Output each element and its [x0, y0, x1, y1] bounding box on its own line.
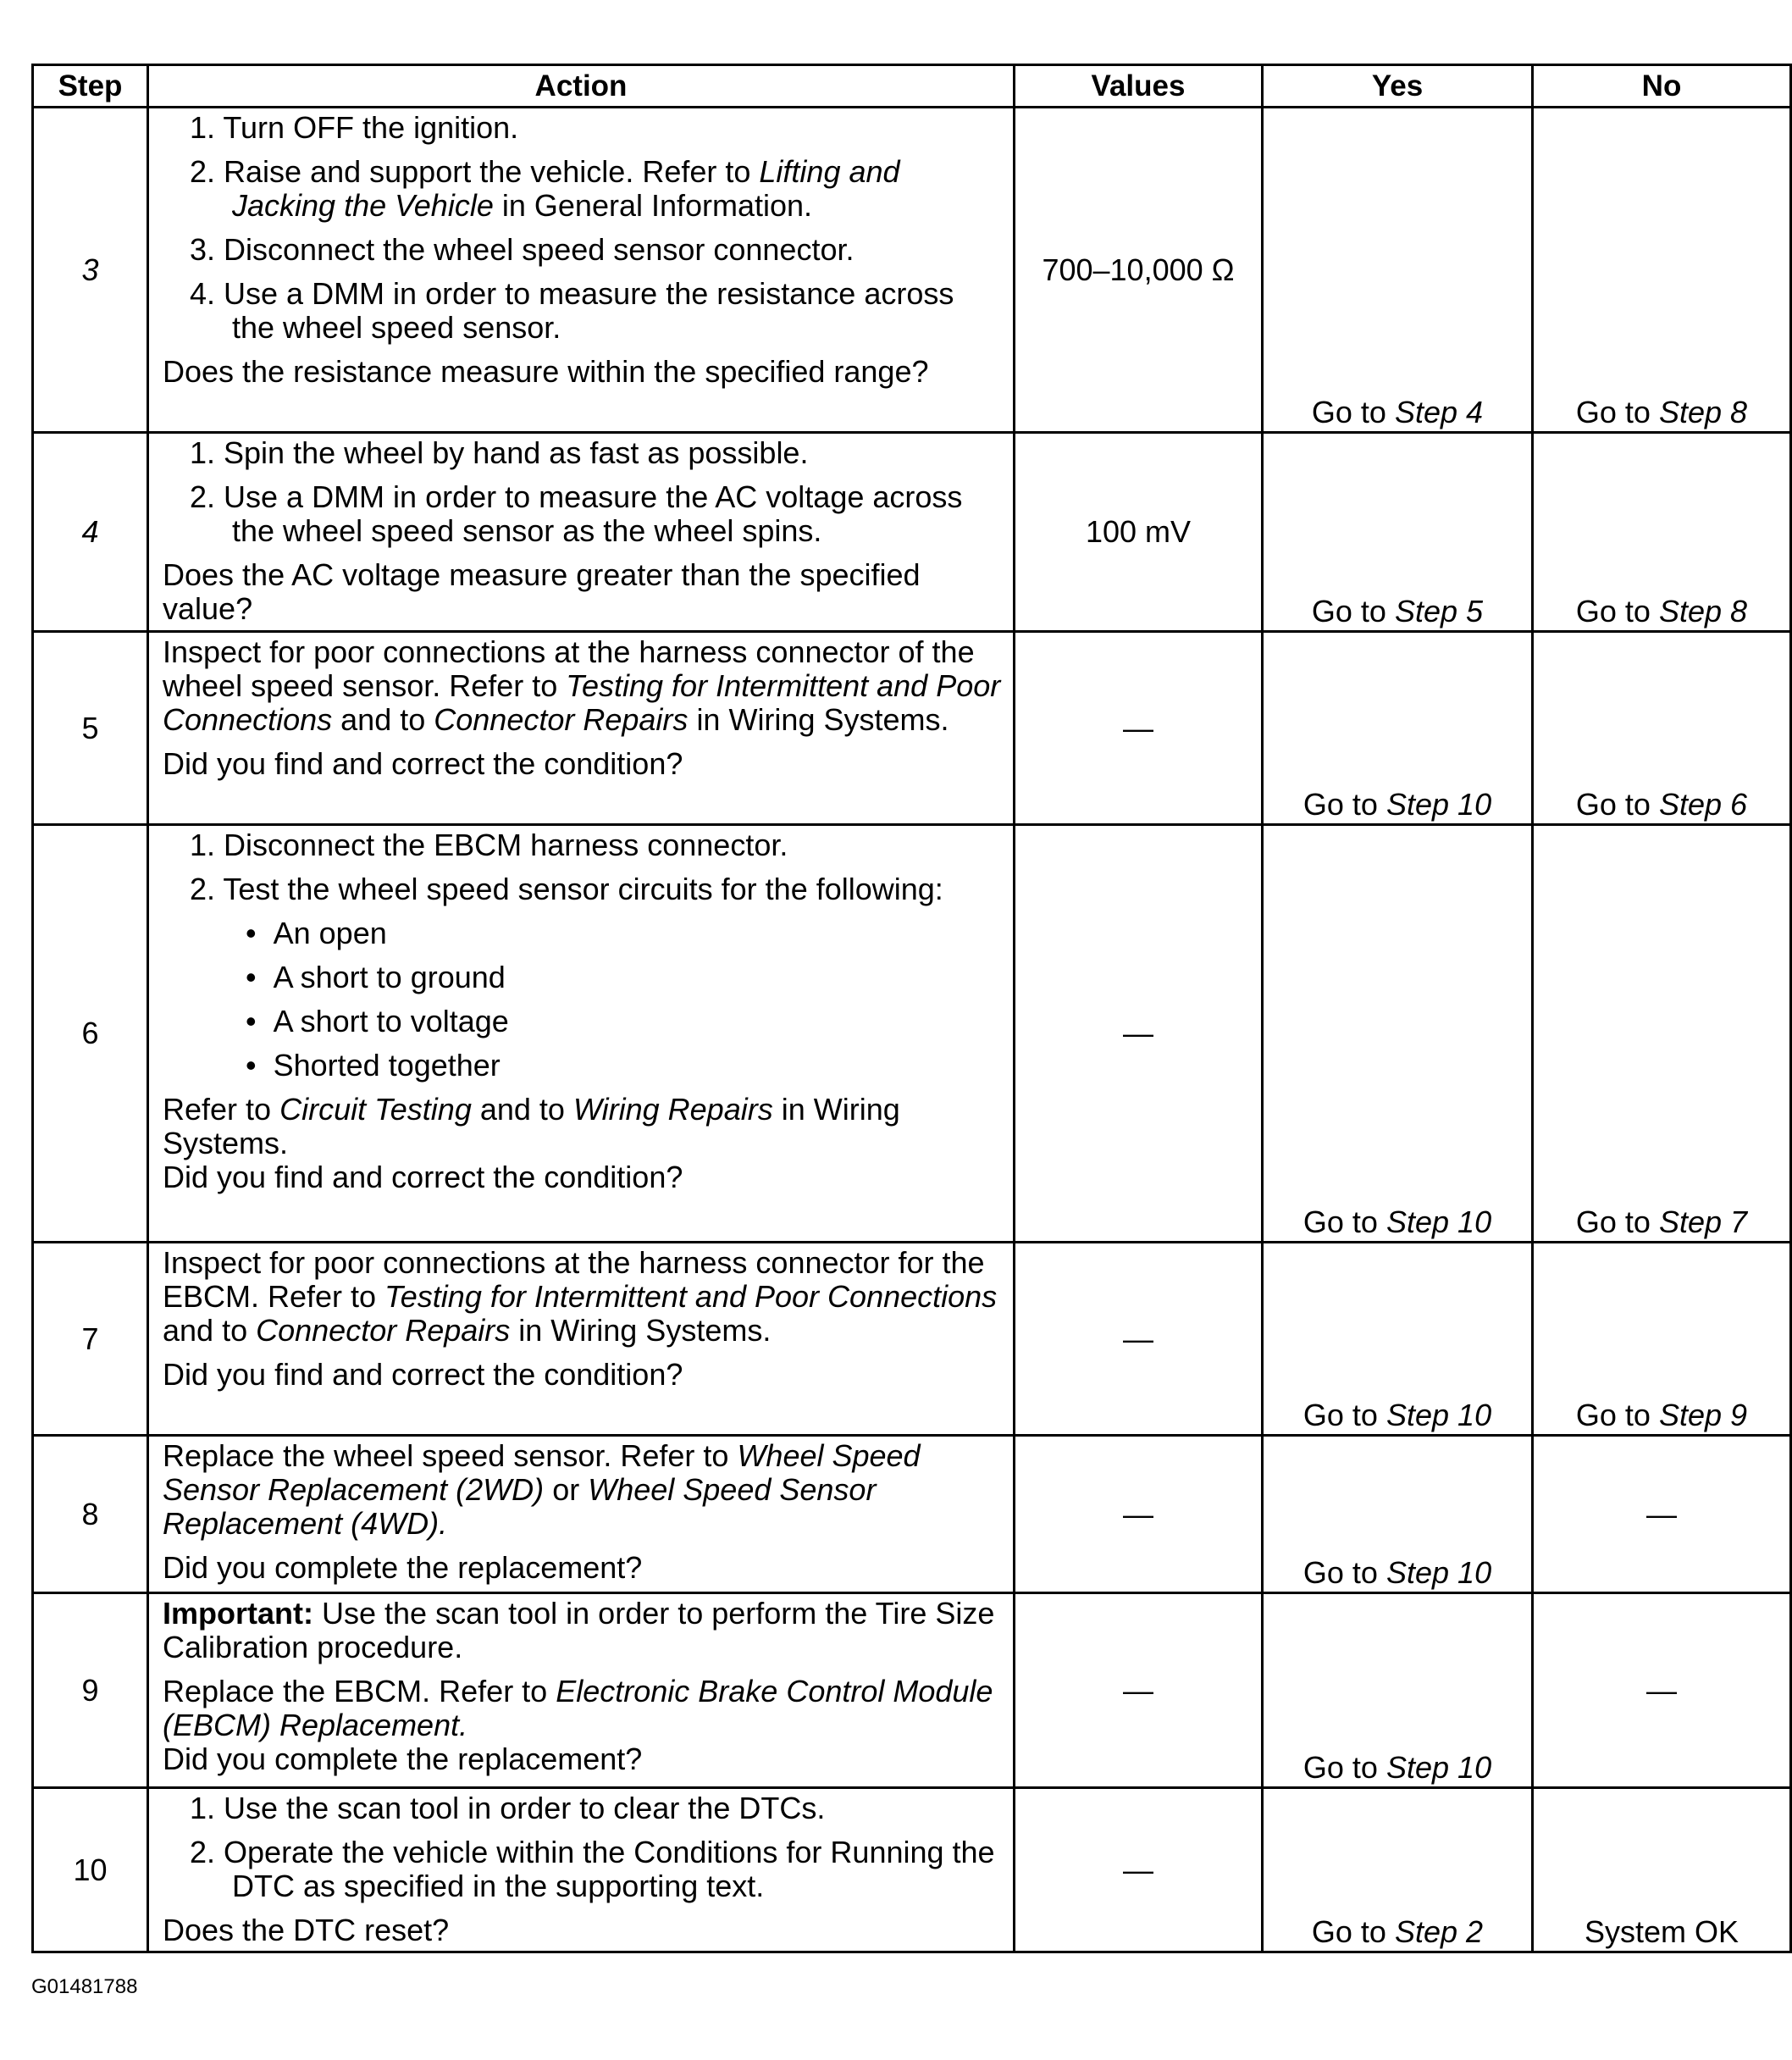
yes-target: Step 10	[1385, 787, 1492, 822]
action-question: Does the resistance measure within the specified range?	[163, 354, 929, 389]
yes-cell	[1263, 1593, 1533, 1788]
action-cell	[148, 108, 1015, 433]
action-item: 1. Turn OFF the ignition.	[190, 110, 519, 145]
action-text: Refer to	[163, 1092, 272, 1127]
go-to-label: Go to	[1575, 1204, 1651, 1239]
no-cell: System OK	[1533, 1788, 1791, 1952]
yes-cell	[1263, 1436, 1533, 1593]
reference-link: Lifting and Jacking the Vehicle	[232, 154, 900, 223]
table-row-step-4	[33, 433, 1791, 632]
go-to-label: Go to	[1303, 1204, 1378, 1239]
header-action: Action	[148, 65, 1015, 108]
yes-target: Step 10	[1385, 1204, 1492, 1239]
action-question: Does the DTC reset?	[163, 1913, 450, 1947]
action-paragraph	[163, 1246, 1004, 1348]
action-paragraph	[163, 1439, 1004, 1541]
table-row-step-3	[33, 108, 1791, 433]
action-cell	[148, 632, 1015, 825]
go-to-label: Go to	[1303, 787, 1378, 822]
yes-target: Step 10	[1385, 1398, 1492, 1432]
value-cell: —	[1015, 1593, 1263, 1788]
header-yes: Yes	[1263, 65, 1533, 108]
no-cell	[1533, 108, 1791, 433]
no-cell	[1533, 433, 1791, 632]
yes-target: Step 10	[1385, 1750, 1492, 1785]
yes-target: Step 2	[1394, 1914, 1484, 1949]
action-question: Does the AC voltage measure greater than the specified value?	[163, 557, 921, 626]
action-text: in Wiring Systems.	[518, 1313, 772, 1348]
action-paragraph	[163, 1675, 1004, 1742]
action-cell	[148, 1788, 1015, 1952]
value-cell: —	[1015, 1788, 1263, 1952]
action-text: or	[552, 1472, 580, 1507]
action-question: Did you find and correct the condition?	[163, 1357, 683, 1392]
reference-link: Wheel Speed Sensor Replacement (4WD).	[163, 1472, 877, 1541]
action-item: 2. Test the wheel speed sensor circuits for the following:	[190, 872, 943, 906]
step-number: 4	[33, 433, 148, 632]
action-paragraph	[163, 1093, 1004, 1160]
diagnostic-table	[31, 64, 1792, 1953]
table-row-step-7	[33, 1243, 1791, 1436]
action-item: 1. Use the scan tool in order to clear the DTCs.	[190, 1791, 826, 1825]
no-cell	[1533, 1243, 1791, 1436]
bullet-text: A short to voltage	[273, 1004, 509, 1038]
yes-cell	[1263, 108, 1533, 433]
action-cell	[148, 1243, 1015, 1436]
value-cell: —	[1015, 825, 1263, 1243]
action-question: Did you find and correct the condition?	[163, 746, 683, 781]
yes-cell	[1263, 825, 1533, 1243]
go-to-label: Go to	[1575, 594, 1651, 629]
action-text: in Wiring Systems.	[696, 702, 949, 737]
reference-link: Circuit Testing	[279, 1092, 472, 1127]
step-number: 3	[33, 108, 148, 433]
reference-link: Connector Repairs	[434, 702, 689, 737]
action-item-text: in General Information.	[501, 188, 813, 223]
table-row-step-5	[33, 632, 1791, 825]
yes-cell	[1263, 1243, 1533, 1436]
action-item-text: 2. Raise and support the vehicle. Refer to	[190, 154, 751, 189]
value-cell: —	[1015, 1436, 1263, 1593]
reference-link: Testing for Intermittent and Poor Connections	[163, 668, 1001, 737]
no-target: Step 7	[1658, 1204, 1748, 1239]
bullet-item: • A short to ground	[246, 960, 506, 994]
action-cell	[148, 1436, 1015, 1593]
action-text: Inspect for poor connections at the harness connector for the EBCM. Refer to	[163, 1245, 985, 1314]
no-cell: —	[1533, 1436, 1791, 1593]
go-to-label: Go to	[1575, 395, 1651, 429]
value-cell: —	[1015, 1243, 1263, 1436]
table-row-step-6	[33, 825, 1791, 1243]
no-target: Step 8	[1658, 594, 1748, 629]
yes-target: Step 5	[1394, 594, 1484, 629]
important-text: Use the scan tool in order to perform the Tire Size Calibration procedure.	[163, 1596, 995, 1664]
bullet-item: • Shorted together	[246, 1048, 501, 1083]
go-to-label: Go to	[1303, 1555, 1378, 1590]
action-item: 1. Disconnect the EBCM harness connector.	[190, 828, 788, 862]
figure-id: G01481788	[31, 1975, 138, 1998]
action-text: and to	[340, 702, 426, 737]
action-item: 1. Spin the wheel by hand as fast as possible.	[190, 435, 809, 470]
reference-link: Wiring Repairs	[572, 1092, 773, 1127]
bullet-item: • An open	[246, 916, 387, 950]
go-to-label: Go to	[1311, 594, 1386, 629]
go-to-label: Go to	[1575, 787, 1651, 822]
yes-cell	[1263, 1788, 1533, 1952]
reference-link: Connector Repairs	[256, 1313, 511, 1348]
reference-link: Wheel Speed Sensor Replacement (2WD)	[163, 1438, 921, 1507]
no-cell	[1533, 632, 1791, 825]
yes-target: Step 4	[1394, 395, 1484, 429]
step-number: 8	[33, 1436, 148, 1593]
action-cell	[148, 433, 1015, 632]
step-number: 5	[33, 632, 148, 825]
reference-link: Testing for Intermittent and Poor Connections	[384, 1279, 998, 1314]
go-to-label: Go to	[1303, 1398, 1378, 1432]
action-cell	[148, 825, 1015, 1243]
no-cell: —	[1533, 1593, 1791, 1788]
no-target: Step 6	[1658, 787, 1748, 822]
no-cell	[1533, 825, 1791, 1243]
table-row-step-10	[33, 1788, 1791, 1952]
action-item: 3. Disconnect the wheel speed sensor connector.	[190, 232, 855, 267]
action-text: and to	[163, 1313, 248, 1348]
table-row-step-9	[33, 1593, 1791, 1788]
bullet-text: A short to ground	[273, 960, 506, 994]
header-step: Step	[33, 65, 148, 108]
table-row-step-8	[33, 1436, 1791, 1593]
action-text: Replace the EBCM. Refer to	[163, 1674, 548, 1708]
yes-cell	[1263, 632, 1533, 825]
action-text: Replace the wheel speed sensor. Refer to	[163, 1438, 729, 1473]
reference-link: Electronic Brake Control Module (EBCM) Replacement.	[163, 1674, 993, 1742]
action-text: Inspect for poor connections at the harness connector of the wheel speed sensor. Refer to	[163, 634, 975, 703]
step-number: 6	[33, 825, 148, 1243]
no-target: Step 8	[1658, 395, 1748, 429]
action-question: Did you find and correct the condition?	[163, 1160, 683, 1194]
header-row	[33, 65, 1791, 108]
value-cell: 700–10,000 Ω	[1015, 108, 1263, 433]
action-item: 4. Use a DMM in order to measure the resistance across the wheel speed sensor.	[190, 276, 954, 345]
action-text: in Wiring Systems.	[163, 1092, 900, 1160]
yes-target: Step 10	[1385, 1555, 1492, 1590]
action-paragraph	[163, 635, 1004, 737]
go-to-label: Go to	[1311, 1914, 1386, 1949]
no-target: Step 9	[1658, 1398, 1748, 1432]
action-question: Did you complete the replacement?	[163, 1742, 643, 1776]
value-cell: 100 mV	[1015, 433, 1263, 632]
yes-cell	[1263, 433, 1533, 632]
go-to-label: Go to	[1311, 395, 1386, 429]
step-number: 9	[33, 1593, 148, 1788]
action-question: Did you complete the replacement?	[163, 1550, 643, 1585]
step-number: 7	[33, 1243, 148, 1436]
important-label: Important:	[163, 1596, 313, 1631]
value-cell: —	[1015, 632, 1263, 825]
header-no: No	[1533, 65, 1791, 108]
go-to-label: Go to	[1303, 1750, 1378, 1785]
go-to-label: Go to	[1575, 1398, 1651, 1432]
step-number: 10	[33, 1788, 148, 1952]
action-item: 2. Operate the vehicle within the Conditions for Running the DTC as specified in the supporting text.	[190, 1835, 995, 1903]
action-item: 2. Use a DMM in order to measure the AC voltage across the wheel speed sensor as the wheel spins.	[190, 479, 963, 548]
action-cell	[148, 1593, 1015, 1788]
important-note	[163, 1597, 1004, 1664]
bullet-text: Shorted together	[273, 1048, 501, 1083]
action-text: and to	[479, 1092, 565, 1127]
header-values: Values	[1015, 65, 1263, 108]
bullet-text: An open	[273, 916, 387, 950]
bullet-item: • A short to voltage	[246, 1004, 509, 1038]
action-item	[163, 155, 1004, 223]
